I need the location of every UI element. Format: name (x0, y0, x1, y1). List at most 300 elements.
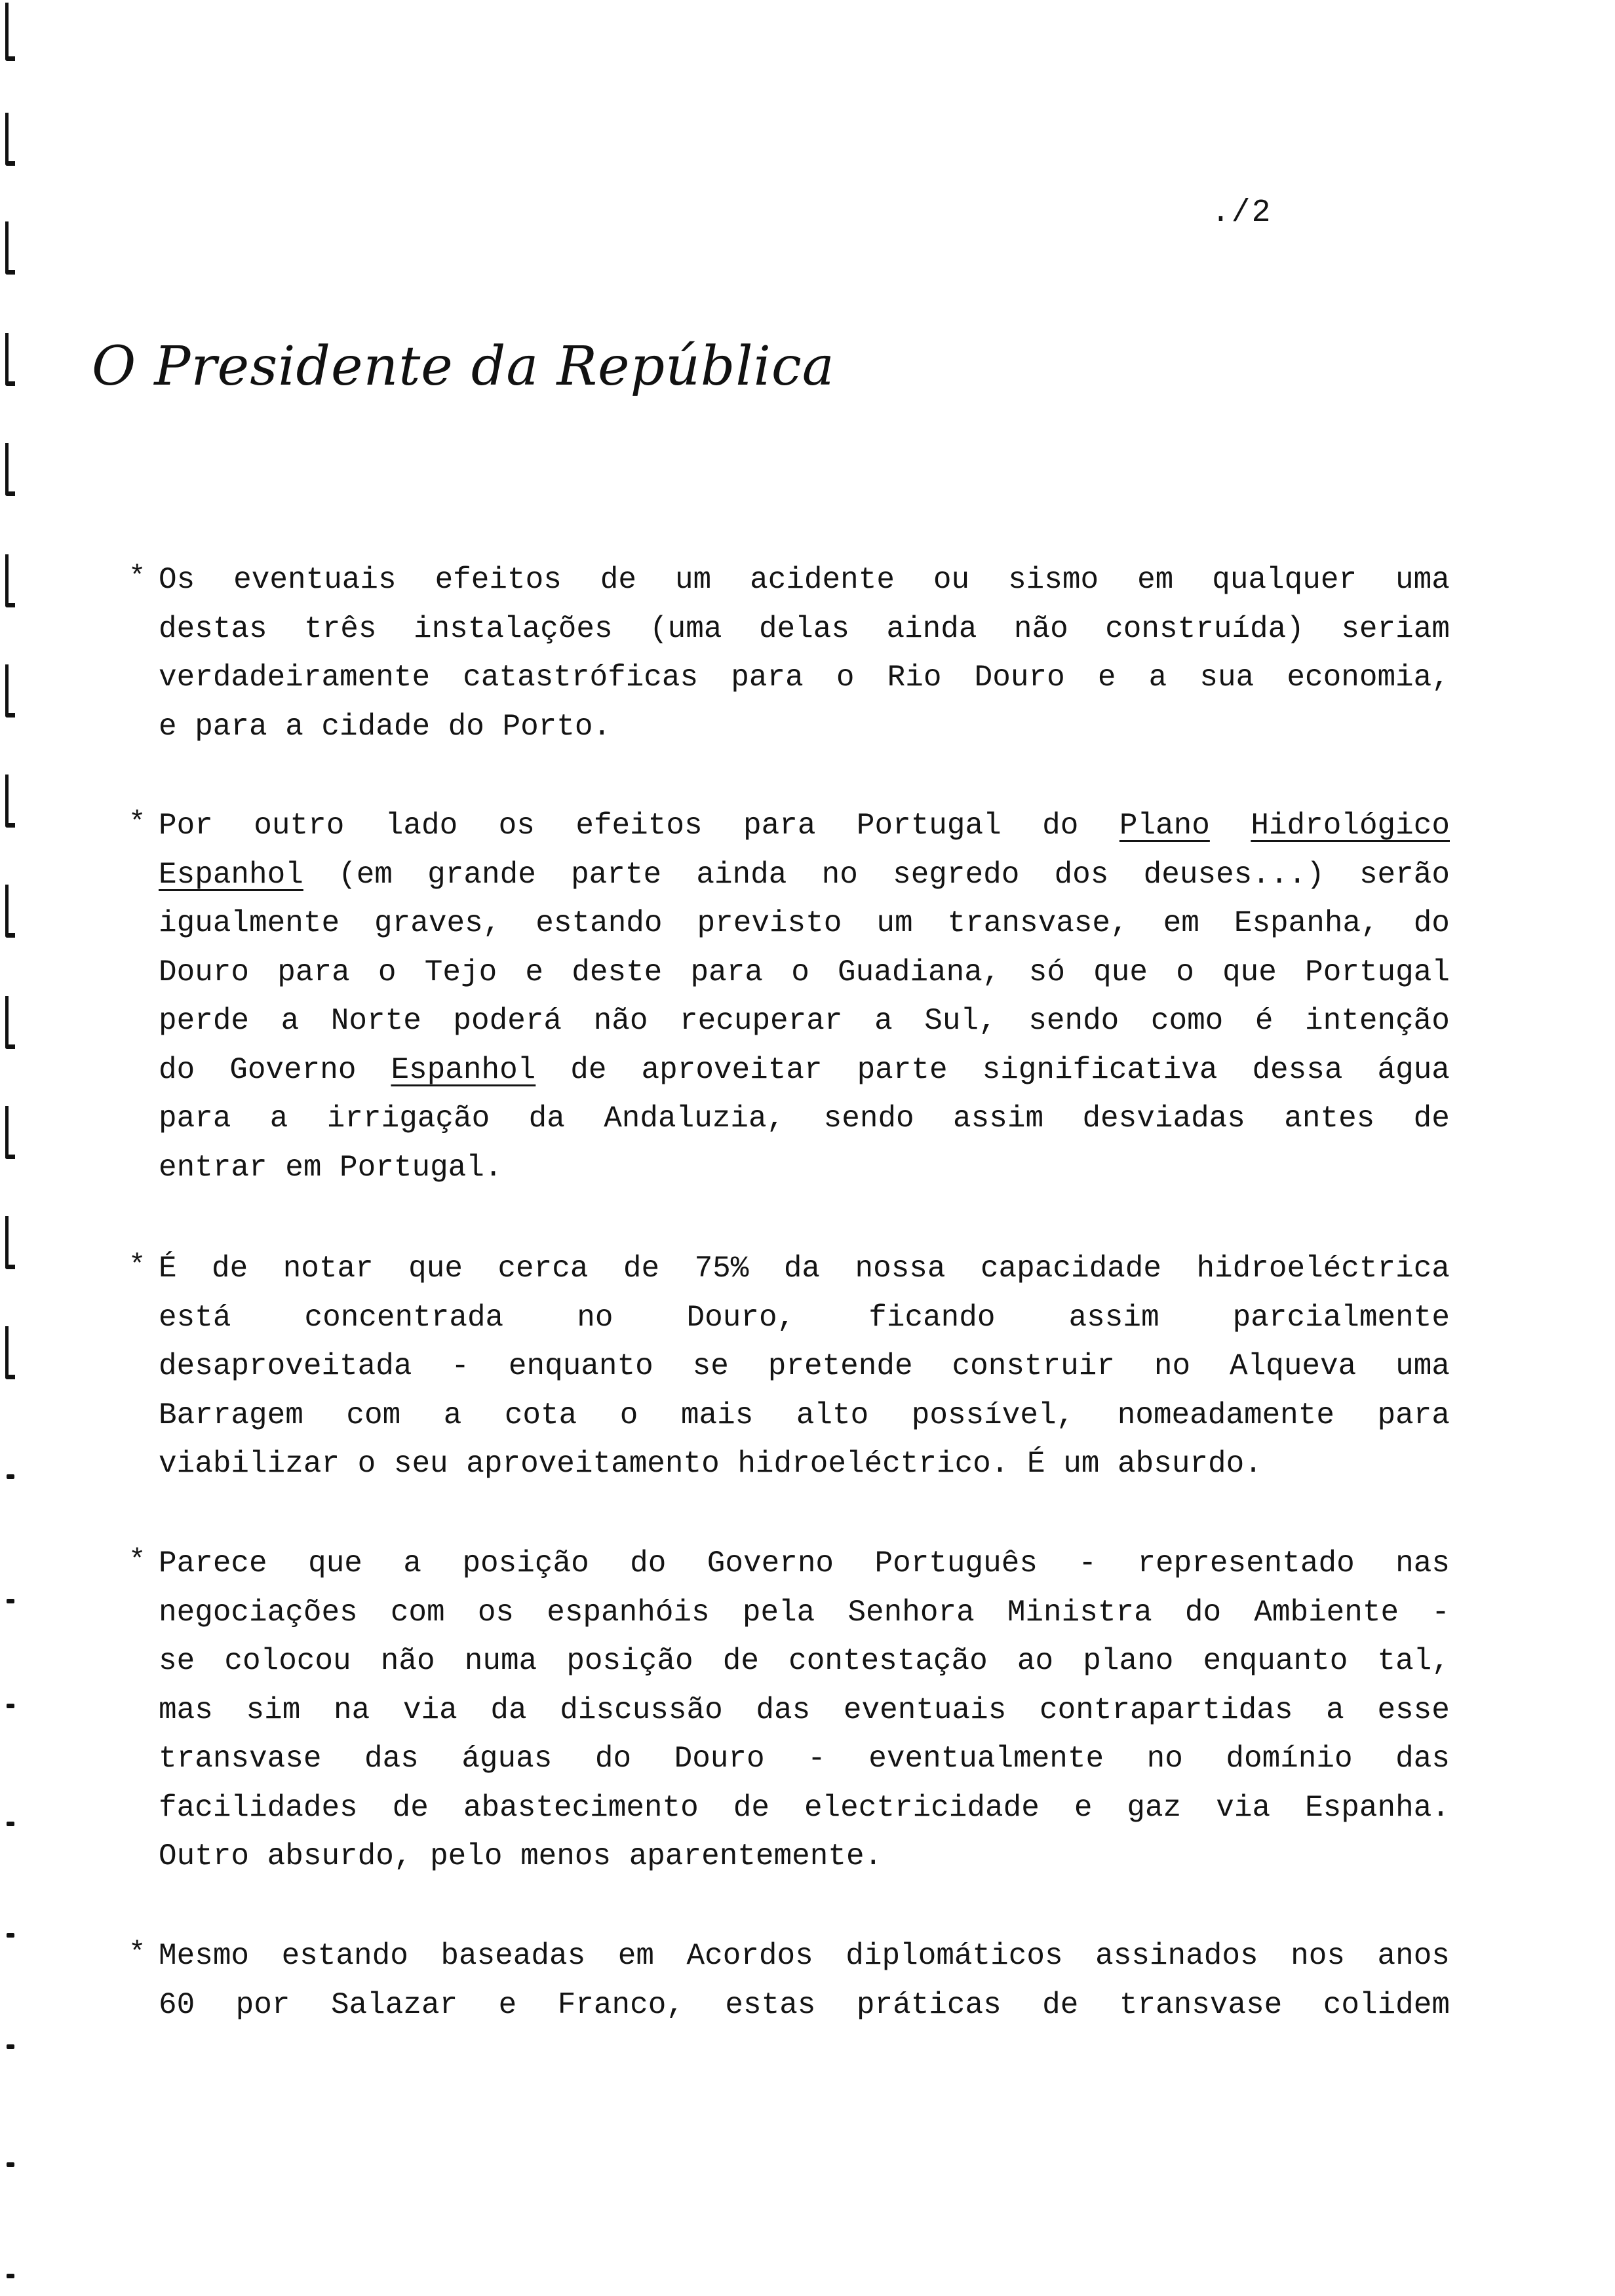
word: de (722, 1644, 759, 1678)
word: cota (504, 1398, 577, 1432)
word: posição (462, 1546, 589, 1580)
word: Os (159, 563, 195, 597)
word: viabilizar (159, 1447, 340, 1481)
text-line (159, 653, 1450, 702)
word: intenção (1305, 1004, 1450, 1038)
word: mais (680, 1398, 754, 1432)
text-line (159, 1539, 1450, 1588)
word: da (783, 1252, 821, 1286)
word: aproveitar (641, 1052, 823, 1087)
word: o (378, 955, 397, 989)
letterhead: O Presidente da República (92, 335, 835, 398)
word: hidroeléctrico. (737, 1447, 1009, 1481)
word: Por (159, 809, 213, 843)
word: eventuais (233, 563, 397, 597)
word: de (600, 563, 636, 597)
word: nos (1291, 1939, 1345, 1973)
word: numa (464, 1644, 537, 1678)
word: (uma (650, 611, 722, 646)
word: Acordos (686, 1939, 813, 1973)
word: diplomáticos (846, 1939, 1063, 1973)
word: colidem (1323, 1987, 1450, 2022)
binding-mark (7, 1704, 14, 1708)
word: para (743, 809, 816, 843)
binding-mark (5, 3, 15, 61)
text-line (159, 1686, 1450, 1735)
word: hidroeléctrica (1196, 1252, 1450, 1286)
word: estando (535, 906, 663, 940)
binding-mark (5, 333, 15, 386)
word: - (1431, 1595, 1450, 1630)
word: estando (281, 1939, 408, 1973)
word: É (1027, 1447, 1045, 1481)
text-line (159, 1293, 1450, 1343)
word: transvase, (947, 906, 1129, 940)
word: Alqueva (1230, 1349, 1357, 1383)
word: significativa (982, 1052, 1218, 1087)
word: a (281, 1004, 300, 1038)
binding-mark (5, 664, 15, 718)
word: Portugal. (340, 1150, 503, 1185)
word: deuses...) (1143, 857, 1325, 892)
text-line (159, 1734, 1450, 1784)
word: outro (254, 809, 345, 843)
word: facilidades (159, 1790, 358, 1825)
word: práticas (856, 1987, 1002, 2022)
word: sua (1199, 660, 1255, 695)
word: previsto (697, 906, 842, 940)
word: uma (1395, 563, 1450, 597)
word: em (1137, 563, 1174, 597)
text-line (159, 1932, 1450, 1981)
word: desaproveitada (159, 1349, 412, 1383)
word: Espanhol (391, 1052, 536, 1087)
word: delas (758, 611, 849, 646)
binding-mark (5, 554, 15, 607)
word: um (876, 906, 913, 940)
page-number: ./2 (1211, 195, 1272, 231)
text-line (159, 702, 1450, 752)
word: e (159, 709, 177, 744)
word: sismo (1008, 563, 1099, 597)
binding-mark (7, 2044, 14, 2049)
word: dessa (1252, 1052, 1343, 1087)
word: Ministra (1007, 1595, 1152, 1630)
word: possível, (911, 1398, 1075, 1432)
word: enquanto (1203, 1644, 1348, 1678)
word: - (451, 1349, 469, 1383)
binding-mark (7, 1474, 14, 1479)
word: e (498, 1987, 517, 2022)
word: das (756, 1693, 811, 1727)
text-line (159, 997, 1450, 1046)
word: abastecimento (463, 1790, 699, 1825)
word: transvase (1119, 1987, 1283, 2022)
word: que (1222, 955, 1277, 989)
word: do (159, 1052, 195, 1087)
text-line (159, 899, 1450, 948)
word: antes (1284, 1101, 1375, 1136)
word: Andaluzia, (604, 1101, 785, 1136)
word: contestação (788, 1644, 988, 1678)
word: para (277, 955, 350, 989)
word: Douro (974, 660, 1065, 695)
word: entrar (159, 1150, 267, 1185)
word: posição (566, 1644, 693, 1678)
word: uma (1395, 1349, 1450, 1383)
word: o (836, 660, 855, 695)
word: Mesmo (159, 1939, 250, 1973)
word: representado (1137, 1546, 1355, 1580)
word: contrapartidas (1040, 1693, 1293, 1727)
word: ainda (886, 611, 977, 646)
word: recuperar (680, 1004, 843, 1038)
word: absurdo, (267, 1839, 412, 1873)
text-line (159, 801, 1450, 851)
word: a (874, 1004, 893, 1038)
word: economia, (1287, 660, 1450, 695)
word: aproveitamento (466, 1447, 720, 1481)
word: eventualmente (868, 1742, 1104, 1776)
word: na (334, 1693, 370, 1727)
text-line (159, 605, 1450, 654)
binding-mark (5, 113, 15, 166)
word: no (577, 1300, 613, 1335)
word: assinados (1095, 1939, 1258, 1973)
word: a (1148, 660, 1167, 695)
word: mas (159, 1693, 213, 1727)
word: se (692, 1349, 729, 1383)
word: Portugal (1305, 955, 1450, 989)
word: estas (725, 1987, 816, 2022)
bullet-marker: * (128, 1544, 146, 1577)
word: pretende (768, 1349, 913, 1383)
word: com (390, 1595, 445, 1630)
binding-mark (5, 885, 15, 938)
binding-mark (7, 1933, 14, 1938)
binding-mark (5, 775, 15, 828)
word: a (403, 1546, 421, 1580)
word: Barragem (159, 1398, 303, 1432)
word: Espanha, (1234, 906, 1379, 940)
word: absurdo. (1118, 1447, 1262, 1481)
word: Outro (159, 1839, 250, 1873)
word: o (791, 955, 809, 989)
word: das (1395, 1742, 1450, 1776)
word: só (1028, 955, 1065, 989)
word: Sul, (924, 1004, 997, 1038)
word: ainda (696, 857, 787, 892)
word: do (1413, 906, 1450, 940)
word: assim (953, 1101, 1044, 1136)
word: no (1146, 1742, 1183, 1776)
word: para (195, 709, 267, 744)
word: Tejo (424, 955, 497, 989)
word: Douro (674, 1742, 765, 1776)
text-line (159, 556, 1450, 605)
word: seu (393, 1447, 448, 1481)
binding-mark (7, 2162, 14, 2167)
binding-mark (7, 1599, 14, 1603)
word: pela (742, 1595, 815, 1630)
binding-mark (5, 443, 15, 496)
word: que (308, 1546, 362, 1580)
word: - (1078, 1546, 1097, 1580)
word: a (285, 709, 303, 744)
bullet-item (128, 556, 1450, 751)
word: seriam (1341, 611, 1450, 646)
binding-mark (5, 221, 15, 275)
binding-mark (7, 1822, 14, 1826)
word: de (1413, 1101, 1450, 1136)
word: deste (572, 955, 663, 989)
word: anos (1377, 1939, 1450, 1973)
word: os (477, 1595, 515, 1630)
word: um (1063, 1447, 1100, 1481)
bullet-marker: * (128, 1937, 146, 1970)
binding-mark (5, 1216, 15, 1269)
word: poderá (453, 1004, 562, 1038)
bullet-item (128, 801, 1450, 1192)
word: ficando (868, 1300, 996, 1335)
word: Guadiana, (838, 955, 1001, 989)
word: domínio (1226, 1742, 1353, 1776)
word: negociações (159, 1595, 358, 1630)
word: de (570, 1052, 607, 1087)
word: o (1176, 955, 1194, 989)
word: efeitos (575, 809, 703, 843)
text-line (159, 1784, 1450, 1833)
text-line (159, 1588, 1450, 1637)
word: em (617, 1939, 654, 1973)
text-line (159, 1094, 1450, 1143)
word: do (630, 1546, 667, 1580)
word: de (212, 1252, 248, 1286)
text-line (159, 948, 1450, 997)
word: Parece (159, 1546, 267, 1580)
word: plano (1083, 1644, 1174, 1678)
word: parcialmente (1232, 1300, 1450, 1335)
binding-mark (5, 1326, 15, 1379)
word: não (380, 1644, 435, 1678)
word: construída) (1105, 611, 1304, 646)
word: dos (1054, 857, 1109, 892)
word: Espanha. (1305, 1790, 1450, 1825)
word: que (408, 1252, 463, 1286)
text-line (159, 1143, 1450, 1193)
word: não (1013, 611, 1068, 646)
text-line (159, 1244, 1450, 1293)
word: capacidade (980, 1252, 1161, 1286)
word: que (1093, 955, 1148, 989)
word: de (392, 1790, 429, 1825)
word: eventuais (843, 1693, 1007, 1727)
word: efeitos (435, 563, 562, 597)
word: colocou (224, 1644, 351, 1678)
word: discussão (560, 1693, 723, 1727)
word: Douro, (686, 1300, 796, 1335)
text-line (159, 1981, 1450, 2030)
word: sim (246, 1693, 301, 1727)
bullet-marker: * (128, 1250, 146, 1282)
word: no (821, 857, 858, 892)
word: para (1377, 1398, 1450, 1432)
word: águas (461, 1742, 553, 1776)
word: com (346, 1398, 401, 1432)
word: ao (1017, 1644, 1054, 1678)
word: do (1184, 1595, 1222, 1630)
word: electricidade (804, 1790, 1040, 1825)
bullet-marker: * (128, 561, 146, 594)
word: catastróficas (463, 660, 699, 695)
word: do (594, 1742, 632, 1776)
word: nomeadamente (1117, 1398, 1334, 1432)
word: cidade (321, 709, 431, 744)
word: qualquer (1212, 563, 1357, 597)
text-line (159, 1046, 1450, 1095)
word: para (690, 955, 763, 989)
word: a (1326, 1693, 1344, 1727)
word: Plano (1119, 809, 1210, 843)
word: tal, (1377, 1644, 1450, 1678)
bullet-marker: * (128, 807, 146, 839)
word: sendo (1028, 1004, 1119, 1038)
text-line (159, 1832, 1450, 1881)
word: enquanto (508, 1349, 653, 1383)
word: 75% (694, 1252, 749, 1286)
word: no (1154, 1349, 1191, 1383)
binding-mark (5, 1106, 15, 1159)
word: Governo (707, 1546, 834, 1580)
word: verdadeiramente (159, 660, 431, 695)
word: - (808, 1742, 826, 1776)
word: do (1042, 809, 1079, 843)
word: se (159, 1644, 195, 1678)
word: nas (1395, 1546, 1450, 1580)
word: (em (338, 857, 393, 892)
word: e (1097, 660, 1116, 695)
word: Ambiente (1254, 1595, 1399, 1630)
word: desviadas (1082, 1101, 1245, 1136)
word: Hidrológico (1251, 809, 1450, 843)
word: da (490, 1693, 527, 1727)
text-line (159, 1391, 1450, 1440)
word: gaz (1127, 1790, 1182, 1825)
word: os (498, 809, 535, 843)
word: de (733, 1790, 769, 1825)
word: Norte (330, 1004, 421, 1038)
word: Espanhol (159, 857, 303, 892)
word: do (448, 709, 484, 744)
word: três (304, 611, 377, 646)
word: nossa (855, 1252, 946, 1286)
word: é (1255, 1004, 1274, 1038)
bullet-item (128, 1932, 1450, 2029)
word: serão (1359, 857, 1450, 892)
word: está (159, 1300, 231, 1335)
text-line (159, 1440, 1450, 1489)
word: É (159, 1252, 177, 1286)
word: de (1042, 1987, 1079, 2022)
word: via (1216, 1790, 1271, 1825)
word: de (623, 1252, 660, 1286)
word: sendo (823, 1101, 914, 1136)
word: aparentemente. (629, 1839, 883, 1873)
word: notar (282, 1252, 374, 1286)
word: alto (796, 1398, 869, 1432)
word: assim (1068, 1300, 1159, 1335)
word: e (525, 955, 544, 989)
word: baseadas (440, 1939, 586, 1973)
word: segredo (893, 857, 1020, 892)
word: menos (520, 1839, 612, 1873)
binding-mark (5, 996, 15, 1049)
word: o (357, 1447, 376, 1481)
word: por (235, 1987, 290, 2022)
bullet-item (128, 1539, 1450, 1881)
word: para (731, 660, 804, 695)
word: Senhora (847, 1595, 975, 1630)
word: o (619, 1398, 638, 1432)
bullet-item (128, 1244, 1450, 1489)
word: Franco, (557, 1987, 684, 2022)
word: a (269, 1101, 288, 1136)
word: cerca (497, 1252, 589, 1286)
word: pelo (430, 1839, 503, 1873)
word: transvase (159, 1742, 322, 1776)
word: a (443, 1398, 462, 1432)
word: Portugal (856, 809, 1002, 843)
text-line (159, 1342, 1450, 1391)
word: esse (1377, 1693, 1450, 1727)
word: Governo (229, 1052, 357, 1087)
word: igualmente (159, 906, 340, 940)
word: um (674, 563, 712, 597)
text-line (159, 851, 1450, 900)
word: ou (933, 563, 970, 597)
word: como (1150, 1004, 1224, 1038)
text-line (159, 1637, 1450, 1686)
word: não (593, 1004, 648, 1038)
word: Português (874, 1546, 1038, 1580)
word: em (1163, 906, 1199, 940)
word: acidente (750, 563, 895, 597)
word: Douro (159, 955, 250, 989)
word: para (159, 1101, 231, 1136)
word: das (364, 1742, 419, 1776)
word: construir (952, 1349, 1115, 1383)
word: parte (857, 1052, 948, 1087)
binding-mark (7, 2274, 14, 2278)
word: grande (427, 857, 536, 892)
word: via (402, 1693, 457, 1727)
word: parte (571, 857, 662, 892)
word: da (528, 1101, 565, 1136)
word: água (1377, 1052, 1450, 1087)
word: espanhóis (547, 1595, 710, 1630)
word: e (1074, 1790, 1093, 1825)
word: Rio (887, 660, 942, 695)
binding-margin (0, 0, 26, 2296)
word: graves, (374, 906, 501, 940)
word: instalações (413, 611, 613, 646)
word: em (285, 1150, 322, 1185)
word: Porto. (502, 709, 612, 744)
word: 60 (159, 1987, 195, 2022)
word: Salazar (330, 1987, 458, 2022)
word: irrigação (326, 1101, 490, 1136)
word: perde (159, 1004, 250, 1038)
